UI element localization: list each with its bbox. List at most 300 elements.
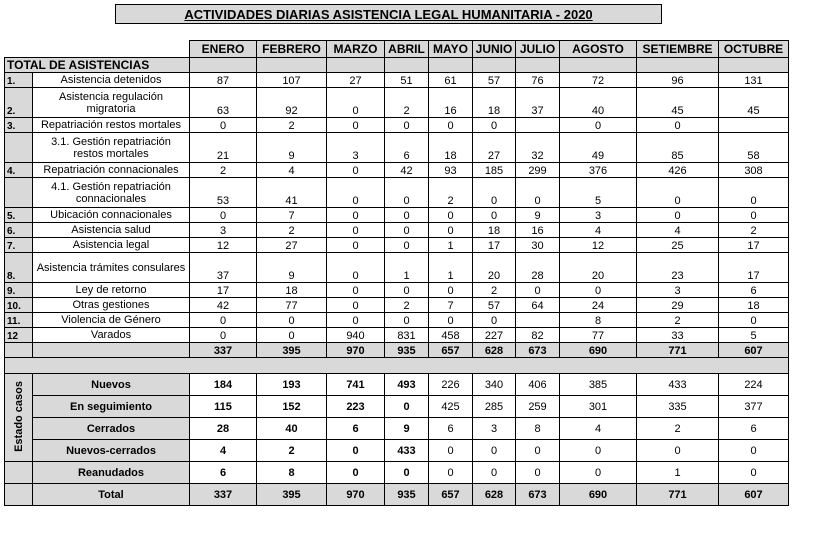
table-row [5,73,789,88]
row-value: 458 [429,328,473,343]
row-value: 0 [327,208,385,223]
row-value: 7 [257,208,327,223]
row-value: 18 [473,88,516,118]
row-value: 0 [429,223,473,238]
row-value: 0 [190,328,257,343]
row-index: 2. [5,88,33,118]
row-value: 131 [719,73,789,88]
row-index: 5. [5,208,33,223]
row-value: 2 [719,223,789,238]
row-value [516,313,560,328]
row-label: 3.1. Gestión repatriación restos mortales [33,133,190,163]
row-value: 3 [327,133,385,163]
row-label: Repatriación connacionales [33,163,190,178]
row-value: 3 [560,208,637,223]
table-row [5,238,789,253]
month-header: FEBRERO [257,41,327,58]
estado-value: 406 [516,374,560,396]
row-value: 61 [429,73,473,88]
total-value: 771 [637,343,719,358]
estado-row [5,396,789,418]
row-value [719,118,789,133]
estado-value: 226 [429,374,473,396]
row-label: Asistencia legal [33,238,190,253]
estado-value: 0 [637,440,719,462]
table-row [5,88,789,118]
row-value: 6 [385,133,429,163]
row-value: 0 [257,328,327,343]
row-index [5,178,33,208]
row-label: Varados [33,328,190,343]
estado-value: 1 [637,462,719,484]
estado-value: 493 [385,374,429,396]
estado-value: 0 [516,462,560,484]
row-value: 0 [516,178,560,208]
row-index: 8. [5,253,33,283]
row-value: 0 [719,313,789,328]
row-value: 0 [327,253,385,283]
cell [190,58,257,73]
estado-value: 6 [327,418,385,440]
estado-value: 9 [385,418,429,440]
row-value: 0 [473,178,516,208]
row-label: Asistencia salud [33,223,190,238]
row-value: 9 [516,208,560,223]
table-row [5,178,789,208]
estado-label: Cerrados [33,418,190,440]
row-value: 0 [429,283,473,298]
final-total-value: 970 [327,484,385,506]
final-total-value: 673 [516,484,560,506]
total-value: 690 [560,343,637,358]
row-value: 426 [637,163,719,178]
row-value: 3 [190,223,257,238]
estado-value: 6 [719,418,789,440]
estado-value: 285 [473,396,516,418]
estado-value: 0 [429,462,473,484]
row-value: 1 [385,253,429,283]
row-value: 42 [190,298,257,313]
row-value: 49 [560,133,637,163]
cell [5,484,33,506]
row-value: 0 [190,313,257,328]
estado-value: 4 [190,440,257,462]
row-value: 92 [257,88,327,118]
row-value: 41 [257,178,327,208]
estado-value: 2 [637,418,719,440]
row-index: 10. [5,298,33,313]
row-value: 57 [473,298,516,313]
row-value: 17 [190,283,257,298]
row-value: 17 [719,253,789,283]
row-value: 0 [637,178,719,208]
total-value: 395 [257,343,327,358]
spacer-row [5,358,789,374]
cell [429,58,473,73]
row-value: 9 [257,253,327,283]
estado-value: 3 [473,418,516,440]
row-index: 4. [5,163,33,178]
final-total-row [5,484,789,506]
estado-label: Nuevos-cerrados [33,440,190,462]
estado-value: 0 [385,396,429,418]
row-value: 0 [257,313,327,328]
month-header: AGOSTO [560,41,637,58]
row-value: 2 [473,283,516,298]
row-label: Violencia de Género [33,313,190,328]
row-value: 0 [637,118,719,133]
row-value: 27 [473,133,516,163]
row-value: 82 [516,328,560,343]
month-header: JULIO [516,41,560,58]
row-index: 11. [5,313,33,328]
row-value: 21 [190,133,257,163]
corner-blank [5,41,33,58]
estado-value: 6 [190,462,257,484]
final-total-value: 337 [190,484,257,506]
estado-value: 0 [385,462,429,484]
row-value: 0 [719,178,789,208]
row-value: 8 [560,313,637,328]
estado-value: 4 [560,418,637,440]
row-value: 93 [429,163,473,178]
row-value: 5 [560,178,637,208]
row-value: 53 [190,178,257,208]
estado-value: 6 [429,418,473,440]
row-index [5,133,33,163]
row-value: 0 [385,313,429,328]
row-value: 72 [560,73,637,88]
cell [5,462,33,484]
row-value: 57 [473,73,516,88]
row-value: 42 [385,163,429,178]
row-value: 96 [637,73,719,88]
row-value: 6 [719,283,789,298]
row-value: 4 [560,223,637,238]
row-value: 32 [516,133,560,163]
row-value: 27 [257,238,327,253]
row-value: 18 [257,283,327,298]
estado-value: 0 [560,440,637,462]
final-total-value: 607 [719,484,789,506]
row-value: 1 [429,253,473,283]
table-row [5,283,789,298]
row-value: 51 [385,73,429,88]
row-value: 0 [327,178,385,208]
cell [560,58,637,73]
row-value: 77 [257,298,327,313]
estado-value: 0 [516,440,560,462]
final-total-value: 771 [637,484,719,506]
estado-value: 340 [473,374,516,396]
estado-value: 152 [257,396,327,418]
row-index: 9. [5,283,33,298]
cell [5,343,33,358]
row-value: 45 [719,88,789,118]
row-value: 18 [473,223,516,238]
cell [385,58,429,73]
row-value: 0 [327,118,385,133]
cell [257,58,327,73]
estado-value: 184 [190,374,257,396]
row-value: 25 [637,238,719,253]
row-value: 17 [719,238,789,253]
estado-label: Nuevos [33,374,190,396]
cell [516,58,560,73]
row-value: 87 [190,73,257,88]
row-value: 0 [327,238,385,253]
section-label: TOTAL DE ASISTENCIAS [5,58,190,73]
row-label: Asistencia regulación migratoria [33,88,190,118]
row-value: 2 [385,298,429,313]
row-value: 0 [385,223,429,238]
final-total-value: 690 [560,484,637,506]
estado-value: 40 [257,418,327,440]
month-header: MAYO [429,41,473,58]
estado-value: 385 [560,374,637,396]
month-header: ENERO [190,41,257,58]
row-value: 0 [190,118,257,133]
row-value: 2 [637,313,719,328]
table-row [5,163,789,178]
row-value: 16 [516,223,560,238]
row-value: 5 [719,328,789,343]
estado-value: 0 [719,462,789,484]
estado-value: 115 [190,396,257,418]
row-value: 376 [560,163,637,178]
estado-value: 741 [327,374,385,396]
row-index: 1. [5,73,33,88]
cell [327,58,385,73]
estado-casos-text: Estado casos [12,380,25,452]
row-value: 2 [257,223,327,238]
row-label: Ley de retorno [33,283,190,298]
row-value: 0 [385,283,429,298]
estado-value: 0 [473,462,516,484]
estado-value: 2 [257,440,327,462]
corner-blank-2 [33,41,190,58]
row-value: 299 [516,163,560,178]
row-value: 76 [516,73,560,88]
row-value: 64 [516,298,560,313]
row-value: 18 [429,133,473,163]
section-row [5,58,789,73]
estado-value: 8 [516,418,560,440]
estado-value: 301 [560,396,637,418]
row-value: 0 [385,238,429,253]
row-value: 2 [257,118,327,133]
month-header: MARZO [327,41,385,58]
final-total-value: 628 [473,484,516,506]
row-value: 185 [473,163,516,178]
total-value: 970 [327,343,385,358]
row-value: 0 [327,313,385,328]
row-value: 1 [429,238,473,253]
row-value: 2 [190,163,257,178]
row-index: 12 [5,328,33,343]
row-value: 16 [429,88,473,118]
assistance-table [4,40,789,506]
estado-value: 0 [473,440,516,462]
estado-value: 433 [637,374,719,396]
row-value: 45 [637,88,719,118]
row-value: 0 [385,178,429,208]
estado-row [5,418,789,440]
total-label: Total [33,484,190,506]
total-value: 657 [429,343,473,358]
row-value: 0 [190,208,257,223]
row-value: 831 [385,328,429,343]
row-label: 4.1. Gestión repatriación connacionales [33,178,190,208]
row-value: 0 [429,208,473,223]
row-value: 0 [516,283,560,298]
estado-label: En seguimiento [33,396,190,418]
estado-value: 223 [327,396,385,418]
table-row [5,313,789,328]
totals-row [5,343,789,358]
row-value: 12 [560,238,637,253]
row-value: 0 [429,313,473,328]
estado-value: 28 [190,418,257,440]
row-value: 3 [637,283,719,298]
row-value: 4 [257,163,327,178]
row-value: 9 [257,133,327,163]
row-value: 0 [560,118,637,133]
row-value: 17 [473,238,516,253]
table-row [5,298,789,313]
row-value: 33 [637,328,719,343]
total-value: 673 [516,343,560,358]
row-value: 7 [429,298,473,313]
estado-value: 0 [429,440,473,462]
estado-value: 259 [516,396,560,418]
estado-label: Reanudados [33,462,190,484]
table-row [5,253,789,283]
final-total-value: 395 [257,484,327,506]
row-value: 0 [560,283,637,298]
month-header: OCTUBRE [719,41,789,58]
table-row [5,133,789,163]
row-value: 40 [560,88,637,118]
row-value [516,118,560,133]
row-label: Repatriación restos mortales [33,118,190,133]
row-value: 37 [190,253,257,283]
month-header: ABRIL [385,41,429,58]
estado-value: 8 [257,462,327,484]
cell [473,58,516,73]
row-value: 63 [190,88,257,118]
row-index: 6. [5,223,33,238]
row-value: 0 [473,118,516,133]
estado-value: 224 [719,374,789,396]
row-value: 28 [516,253,560,283]
total-value: 607 [719,343,789,358]
row-value: 20 [473,253,516,283]
row-value: 58 [719,133,789,163]
month-header: SETIEMBRE [637,41,719,58]
row-value: 0 [327,223,385,238]
row-value: 0 [327,298,385,313]
table-row [5,223,789,238]
row-value: 18 [719,298,789,313]
row-value: 107 [257,73,327,88]
table-row [5,328,789,343]
total-value: 935 [385,343,429,358]
row-value: 27 [327,73,385,88]
row-value: 0 [719,208,789,223]
row-index: 7. [5,238,33,253]
row-value: 85 [637,133,719,163]
cell [33,343,190,358]
row-value: 0 [327,88,385,118]
table-row [5,208,789,223]
estado-value: 0 [719,440,789,462]
row-value: 37 [516,88,560,118]
row-value: 20 [560,253,637,283]
row-value: 940 [327,328,385,343]
row-label: Asistencia detenidos [33,73,190,88]
table-row [5,118,789,133]
estado-value: 425 [429,396,473,418]
row-value: 0 [429,118,473,133]
row-value: 0 [473,313,516,328]
row-value: 308 [719,163,789,178]
row-value: 4 [637,223,719,238]
estado-row [5,374,789,396]
estado-value: 193 [257,374,327,396]
cell [637,58,719,73]
row-value: 23 [637,253,719,283]
final-total-value: 657 [429,484,473,506]
estado-row [5,440,789,462]
row-label: Ubicación connacionales [33,208,190,223]
row-value: 77 [560,328,637,343]
estado-value: 0 [327,440,385,462]
row-value: 0 [385,208,429,223]
row-value: 0 [327,163,385,178]
estado-value: 0 [327,462,385,484]
row-value: 2 [429,178,473,208]
row-label: Asistencia trámites consulares [33,253,190,283]
row-value: 0 [473,208,516,223]
row-value: 0 [327,283,385,298]
month-header: JUNIO [473,41,516,58]
report-title: ACTIVIDADES DIARIAS ASISTENCIA LEGAL HUMANITARIA - 2020 [115,4,662,24]
row-index: 3. [5,118,33,133]
estado-value: 377 [719,396,789,418]
cell [719,58,789,73]
header-row [5,41,789,58]
estado-value: 433 [385,440,429,462]
estado-casos-label [5,374,33,462]
row-value: 30 [516,238,560,253]
row-value: 0 [637,208,719,223]
spacer-cell [5,358,789,374]
row-value: 227 [473,328,516,343]
total-value: 337 [190,343,257,358]
row-label: Otras gestiones [33,298,190,313]
estado-value: 0 [560,462,637,484]
row-value: 24 [560,298,637,313]
row-value: 0 [385,118,429,133]
estado-row [5,462,789,484]
row-value: 2 [385,88,429,118]
total-value: 628 [473,343,516,358]
row-value: 12 [190,238,257,253]
final-total-value: 935 [385,484,429,506]
estado-value: 335 [637,396,719,418]
row-value: 29 [637,298,719,313]
